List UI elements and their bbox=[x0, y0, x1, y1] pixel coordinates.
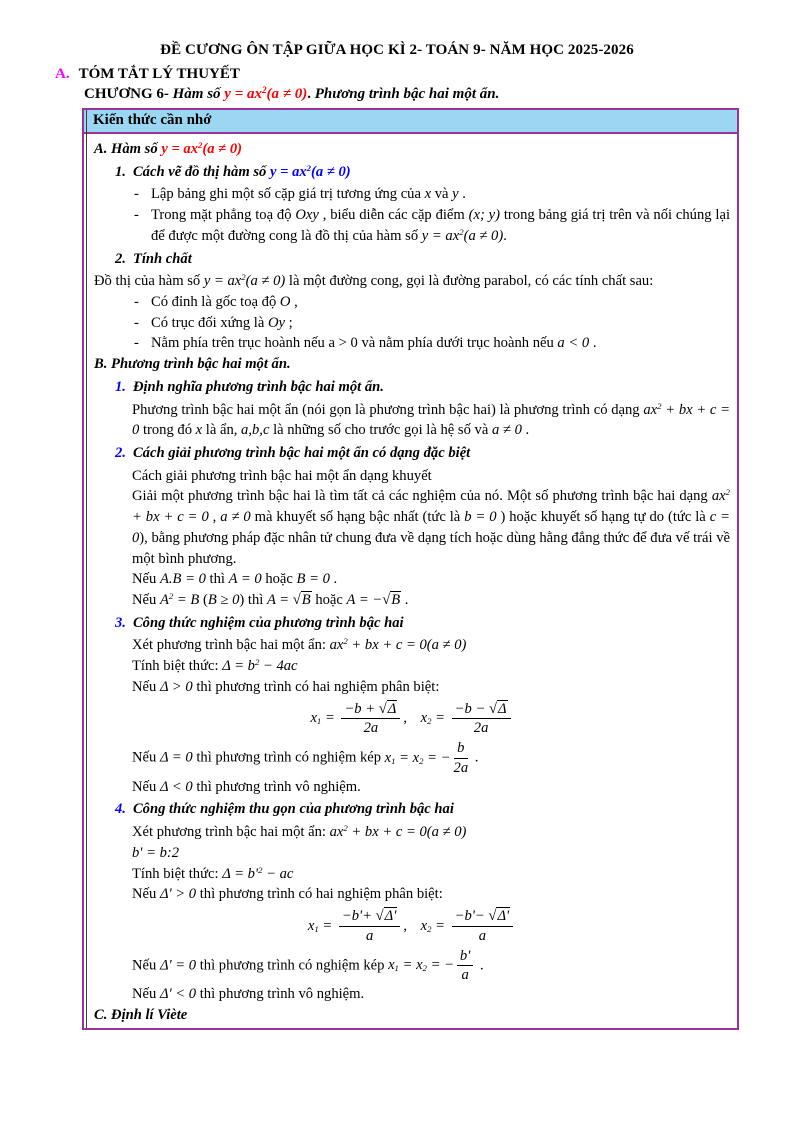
text-run: là những số cho trước gọi là hệ số và bbox=[269, 422, 492, 439]
denominator: 2a bbox=[473, 720, 489, 737]
math-run: (x; y) bbox=[468, 207, 501, 224]
math-run bbox=[310, 710, 338, 726]
math-run: x bbox=[307, 917, 315, 934]
text-run: ; bbox=[284, 314, 293, 331]
knowledge-box-header bbox=[84, 110, 737, 134]
text-run: là ẩn, bbox=[202, 422, 242, 439]
para-cach-giai-khuyet: Cách giải phương trình bậc hai một ẩn dạng khuyết bbox=[132, 467, 432, 484]
math-run: (a ≠ 0) bbox=[426, 637, 467, 654]
math-run: (a ≠ 0) bbox=[311, 163, 351, 180]
para-nghiem-kep-4 bbox=[94, 948, 730, 985]
text-run: Định nghĩa phương trình bậc hai một ẩn. bbox=[132, 378, 384, 395]
item-number: 1. bbox=[115, 378, 126, 395]
math-run: x bbox=[420, 917, 428, 934]
text-run bbox=[151, 313, 730, 334]
text-run: Nếu bbox=[132, 957, 160, 974]
math-run: − ac bbox=[262, 865, 294, 882]
para-vo-nghiem-3 bbox=[94, 777, 730, 798]
text-run: Nếu bbox=[132, 778, 160, 795]
text-run: . bbox=[329, 571, 338, 588]
math-run: −b'+ bbox=[341, 908, 376, 925]
math-run: + bx + c = 0 bbox=[132, 401, 730, 439]
para-vo-nghiem-4 bbox=[94, 984, 730, 1005]
para-b-phay bbox=[94, 843, 730, 864]
text-run: Cách vẽ đồ thị hàm số bbox=[132, 163, 270, 180]
bullet-nam-phia bbox=[94, 333, 730, 354]
fraction bbox=[339, 908, 400, 945]
section-a-heading bbox=[55, 66, 794, 83]
para-neu-a2 bbox=[94, 590, 730, 611]
math-run: Δ = 0 bbox=[159, 749, 193, 766]
text-run: . bbox=[589, 335, 597, 352]
formula-axbxc bbox=[330, 637, 467, 653]
text-run: Nếu bbox=[132, 986, 160, 1003]
item-number: 2. bbox=[115, 250, 126, 267]
numerator bbox=[339, 908, 400, 927]
superscript: 2 bbox=[262, 85, 267, 95]
radicand: Δ bbox=[497, 700, 507, 717]
bullet-mat-phang bbox=[94, 205, 730, 246]
math-run: A.B = 0 bbox=[159, 571, 206, 588]
math-run: Δ > 0 bbox=[159, 678, 193, 695]
text-run: ( bbox=[199, 592, 208, 609]
math-run: −b + bbox=[344, 700, 379, 717]
text-run: thì phương trình vô nghiệm. bbox=[196, 986, 365, 1003]
radical-sign: √ bbox=[378, 700, 387, 717]
math-run: y = ax bbox=[421, 227, 460, 244]
para-delta-duong-3 bbox=[94, 677, 730, 698]
superscript: 2 bbox=[168, 591, 174, 602]
math-run: x bbox=[384, 749, 392, 766]
text-run: thì phương trình vô nghiệm. bbox=[192, 778, 361, 795]
math-run: ax bbox=[329, 824, 344, 841]
math-run: A = 0 bbox=[228, 571, 262, 588]
para-do-thi bbox=[94, 271, 730, 292]
math-run: Δ = b' bbox=[222, 865, 259, 882]
text-run: thì phương trình có nghiệm kép bbox=[196, 957, 389, 974]
text-run: ) thì bbox=[239, 592, 267, 609]
bullet-dash: - bbox=[134, 207, 139, 224]
sqrt-radical bbox=[382, 591, 401, 608]
item-number: 2. bbox=[115, 445, 126, 461]
section-a-label: TÓM TẮT LÝ THUYẾT bbox=[78, 66, 240, 82]
text-run: , bbox=[290, 293, 298, 310]
text-run: Nếu bbox=[132, 571, 160, 588]
text-run: trong đó bbox=[139, 422, 196, 439]
math-run: = − bbox=[426, 957, 454, 974]
fraction bbox=[452, 701, 511, 738]
item-1-cach-ve bbox=[94, 162, 730, 183]
bullet-lap-bang bbox=[94, 184, 730, 205]
para-delta-duong-4 bbox=[94, 884, 730, 905]
sqrt-radical bbox=[293, 591, 312, 608]
text-run: Xét phương trình bậc hai một ẩn: bbox=[132, 824, 330, 841]
radicand: B bbox=[391, 592, 401, 609]
math-run: a ≠ 0 bbox=[491, 422, 522, 439]
para-giai-mot-pt bbox=[94, 486, 730, 569]
subscript: 2 bbox=[427, 923, 432, 934]
math-run: (a ≠ 0) bbox=[202, 140, 242, 157]
item-1-dinh-nghia bbox=[94, 377, 730, 398]
superscript: 2 bbox=[258, 864, 263, 875]
para-xet-pt-4 bbox=[94, 822, 730, 843]
math-run bbox=[160, 592, 199, 608]
math-run bbox=[421, 710, 449, 726]
radicand: Δ' bbox=[384, 908, 397, 925]
text-run: trong bảng giá trị trên và nối chúng lại để được một đường cong là đồ thị của hàm số bbox=[151, 207, 731, 244]
chapter-heading bbox=[84, 85, 794, 103]
text-run: Hàm số bbox=[172, 85, 225, 102]
math-run: = bbox=[321, 710, 339, 727]
bullet-dinh bbox=[94, 292, 730, 313]
subscript: 2 bbox=[422, 963, 427, 974]
text-run: , bbox=[403, 917, 411, 934]
math-run: −b'− bbox=[454, 908, 489, 925]
item-number: 3. bbox=[115, 614, 126, 631]
math-run bbox=[421, 918, 449, 934]
math-run: Δ' = 0 bbox=[159, 957, 197, 974]
bullet-dash: - bbox=[134, 335, 139, 352]
fraction bbox=[457, 948, 473, 985]
text-run: . bbox=[401, 592, 409, 609]
math-run: (a ≠ 0) bbox=[266, 85, 308, 102]
math-run: = bbox=[431, 917, 449, 934]
math-run: = bbox=[431, 710, 449, 727]
text-run: A. Hàm số bbox=[94, 140, 162, 157]
denominator: a bbox=[478, 927, 487, 944]
text-run: . bbox=[307, 85, 315, 102]
text-run bbox=[151, 333, 730, 354]
fraction bbox=[452, 908, 513, 945]
math-run bbox=[388, 957, 454, 973]
math-run: Δ = b bbox=[222, 658, 255, 675]
formula-yax2 bbox=[224, 86, 307, 102]
math-run: = x bbox=[395, 749, 420, 766]
text-run: Có trục đối xứng là bbox=[151, 314, 268, 331]
text-run: Công thức nghiệm của phương trình bậc hai bbox=[132, 614, 404, 631]
text-run: thì phương trình có nghiệm kép bbox=[192, 749, 385, 766]
formula-yax2 bbox=[270, 164, 351, 180]
heading-b-phuong-trinh: B. Phương trình bậc hai một ẩn. bbox=[94, 356, 291, 373]
item-4-cong-thuc-thu-gon bbox=[94, 799, 730, 820]
text-run: Nằm phía trên trục hoành nếu a > 0 và nằm phía dưới trục hoành nếu bbox=[151, 335, 558, 352]
text-run: . bbox=[471, 749, 479, 766]
text-run: Phương trình bậc hai một ẩn. bbox=[314, 85, 500, 102]
text-run: thì phương trình có hai nghiệm phân biệt: bbox=[196, 886, 443, 903]
radicand: Δ' bbox=[497, 908, 510, 925]
text-run bbox=[151, 205, 730, 246]
text-run: Có đỉnh là gốc toạ độ bbox=[151, 293, 280, 310]
math-run: Δ < 0 bbox=[159, 778, 193, 795]
heading-ham-so bbox=[94, 139, 730, 160]
text-run bbox=[151, 292, 730, 313]
text-run: CHƯƠNG 6- bbox=[84, 85, 173, 102]
math-run: − 4ac bbox=[259, 658, 298, 675]
item-2-tinh-chat bbox=[94, 249, 730, 270]
text-run: Nếu bbox=[132, 886, 160, 903]
para-dinh-nghia bbox=[94, 400, 730, 441]
text-run: . bbox=[521, 422, 530, 439]
text-run: . bbox=[503, 227, 507, 244]
formula-yax2 bbox=[422, 228, 503, 244]
formula-nghiem-3 bbox=[94, 698, 730, 741]
superscript: 2 bbox=[241, 272, 246, 283]
numerator bbox=[341, 701, 400, 720]
superscript: 2 bbox=[198, 140, 203, 151]
text-run: Nếu bbox=[132, 749, 160, 766]
numerator: b' bbox=[457, 948, 473, 967]
text-run: , biểu diễn các cặp điểm bbox=[318, 207, 469, 224]
math-run: O bbox=[279, 293, 291, 310]
math-run: (a ≠ 0) bbox=[463, 227, 504, 244]
radical-sign: √ bbox=[382, 592, 391, 609]
box-header-label: Kiến thức cần nhớ bbox=[93, 111, 212, 128]
math-run: −b − bbox=[454, 700, 489, 717]
math-run: a,b,c bbox=[241, 422, 270, 439]
text-run: . bbox=[458, 186, 466, 203]
superscript: 2 bbox=[657, 400, 662, 411]
radical-sign: √ bbox=[488, 700, 497, 717]
math-run: = B bbox=[173, 592, 200, 609]
math-run: y = ax bbox=[203, 273, 242, 290]
subscript: 1 bbox=[314, 923, 319, 934]
text-run: Cách giải phương trình bậc hai một ẩn có dạng đặc biệt bbox=[132, 445, 471, 461]
math-run: y bbox=[452, 186, 459, 203]
formula-nghiem-4 bbox=[94, 905, 730, 948]
sqrt-radical bbox=[379, 700, 398, 717]
math-run: a < 0 bbox=[557, 335, 590, 352]
math-run: x bbox=[195, 422, 203, 439]
radical-sign: √ bbox=[292, 592, 301, 609]
text-run: , bbox=[403, 710, 411, 727]
section-a-marker: A. bbox=[55, 66, 70, 82]
sqrt-radical bbox=[376, 907, 398, 924]
math-run: y = ax bbox=[161, 140, 198, 157]
heading-c-viete: C. Định lí Viète bbox=[94, 1006, 188, 1023]
math-run bbox=[385, 750, 451, 766]
denominator: a bbox=[365, 927, 374, 944]
text-run: mà khuyết số hạng bậc nhất (tức là bbox=[250, 509, 465, 526]
para-neu-ab bbox=[94, 569, 730, 590]
math-run: + bx + c = 0 bbox=[132, 509, 209, 526]
denominator: 2a bbox=[453, 759, 469, 776]
radical-sign: √ bbox=[375, 908, 384, 925]
text-run: Nếu bbox=[132, 678, 160, 695]
math-run: x bbox=[420, 710, 428, 727]
text-run: Trong mặt phẳng toạ độ bbox=[151, 207, 296, 224]
math-run: A = − bbox=[346, 592, 383, 609]
math-run: + bx + c = 0 bbox=[347, 824, 427, 841]
subscript: 1 bbox=[316, 716, 322, 727]
math-run: Oxy bbox=[295, 207, 319, 224]
text-run: thì bbox=[205, 571, 229, 588]
math-run: c = 0 bbox=[132, 509, 730, 546]
superscript: 2 bbox=[459, 227, 464, 237]
knowledge-box-body bbox=[84, 134, 737, 1028]
text-run: thì phương trình có hai nghiệm phân biệt: bbox=[192, 678, 440, 695]
fraction bbox=[341, 701, 400, 738]
fraction bbox=[454, 740, 469, 777]
math-run: x bbox=[424, 186, 432, 203]
math-run: b = 0 bbox=[464, 509, 497, 526]
math-run: b' = b:2 bbox=[132, 844, 180, 861]
math-run: + bx + c = 0 bbox=[347, 637, 427, 654]
item-3-cong-thuc bbox=[94, 613, 730, 634]
para-biet-thuc-3 bbox=[94, 656, 730, 677]
superscript: 2 bbox=[343, 823, 348, 834]
superscript: 2 bbox=[254, 657, 260, 668]
text-run: Xét phương trình bậc hai một ẩn: bbox=[132, 637, 330, 654]
knowledge-box bbox=[82, 108, 739, 1030]
para-biet-thuc-4 bbox=[94, 864, 730, 885]
text-run: và bbox=[431, 186, 453, 203]
radical-sign: √ bbox=[488, 908, 497, 925]
numerator: b bbox=[454, 740, 469, 759]
bullet-dash: - bbox=[134, 314, 139, 331]
math-run bbox=[267, 591, 312, 608]
math-run: A = bbox=[266, 592, 293, 609]
formula-yax2 bbox=[204, 273, 285, 289]
para-nghiem-kep-3 bbox=[94, 740, 730, 777]
math-run: x bbox=[388, 957, 395, 974]
bullet-truc-doi-xung bbox=[94, 313, 730, 334]
math-run bbox=[222, 866, 293, 882]
math-run: B = 0 bbox=[296, 571, 330, 588]
sqrt-radical bbox=[488, 907, 510, 924]
text-run: Phương trình bậc hai một ẩn (nói gọn là phương trình bậc hai) là phương trình có dạng bbox=[132, 401, 644, 418]
math-run: = bbox=[318, 917, 336, 934]
math-run bbox=[347, 591, 402, 608]
denominator: a bbox=[461, 967, 469, 984]
numerator bbox=[452, 701, 511, 720]
numerator bbox=[452, 908, 513, 927]
text-run: , bbox=[208, 509, 221, 526]
math-run: (a ≠ 0) bbox=[426, 824, 467, 841]
text-run: Giải một phương trình bậc hai là tìm tất cả các nghiệm của nó. Một số phương trình bậc hai dạng bbox=[132, 488, 712, 505]
formula-yax2 bbox=[161, 141, 242, 157]
radicand: B bbox=[301, 592, 311, 609]
subscript: 1 bbox=[391, 756, 396, 766]
text-run: hoặc bbox=[261, 571, 297, 588]
item-number: 4. bbox=[115, 801, 126, 818]
subscript: 1 bbox=[394, 963, 399, 974]
math-run: y = ax bbox=[224, 85, 263, 102]
text-run: là một đường cong, gọi là đường parabol, có các tính chất sau: bbox=[285, 273, 654, 290]
page-title: ĐỀ CƯƠNG ÔN TẬP GIỮA HỌC KÌ 2- TOÁN 9- NĂM HỌC 2025-2026 bbox=[160, 42, 634, 58]
bullet-dash: - bbox=[134, 186, 139, 203]
sqrt-radical bbox=[489, 700, 508, 717]
text-run: Đồ thị của hàm số bbox=[94, 273, 204, 290]
denominator: 2a bbox=[363, 720, 379, 737]
math-run bbox=[308, 918, 336, 934]
text-run bbox=[151, 184, 730, 205]
item-number: 1. bbox=[115, 163, 126, 180]
math-run: A bbox=[159, 592, 169, 609]
subscript: 2 bbox=[427, 716, 432, 727]
text-run: ), bằng phương pháp đặc nhân tử chung đưa về dạng tích hoặc dùng hằng đẳng thức để đưa vế trái về một bình phương. bbox=[132, 529, 730, 567]
superscript: 2 bbox=[343, 636, 348, 647]
text-run: Lập bảng ghi một số cặp giá trị tương ứng của bbox=[151, 186, 425, 203]
bullet-dash: - bbox=[134, 293, 139, 310]
text-run: Tính chất bbox=[132, 250, 192, 267]
math-run: (a ≠ 0) bbox=[245, 273, 286, 290]
math-run: Oy bbox=[267, 314, 285, 331]
math-run: = − bbox=[423, 749, 451, 766]
para-xet-pt-3 bbox=[94, 635, 730, 656]
subscript: 2 bbox=[419, 756, 424, 766]
math-run: ax bbox=[329, 637, 344, 654]
text-run: . bbox=[476, 957, 484, 974]
text-run: hoặc bbox=[311, 592, 347, 609]
formula-axbxc bbox=[330, 824, 467, 840]
text-run: Tính biệt thức: bbox=[132, 865, 223, 882]
item-2-cach-giai bbox=[94, 443, 730, 464]
math-run: ax bbox=[643, 401, 658, 418]
math-run: y = ax bbox=[269, 163, 307, 180]
text-run: Nếu bbox=[132, 592, 160, 609]
math-run: a ≠ 0 bbox=[220, 509, 251, 526]
math-run: Δ' > 0 bbox=[159, 886, 197, 903]
math-run: B ≥ 0 bbox=[207, 592, 240, 609]
math-run bbox=[222, 658, 297, 674]
superscript: 2 bbox=[725, 487, 730, 498]
text-run: Công thức nghiệm thu gọn của phương trình bậc hai bbox=[132, 801, 454, 818]
math-run: Δ' < 0 bbox=[159, 986, 197, 1003]
math-run: x bbox=[310, 710, 317, 727]
text-run: Tính biệt thức: bbox=[132, 658, 223, 675]
superscript: 2 bbox=[306, 162, 312, 173]
text-run: ) hoặc khuyết số hạng tự do (tức là bbox=[496, 509, 710, 526]
math-run: ax bbox=[711, 488, 726, 505]
math-run: = x bbox=[398, 957, 423, 974]
radicand: Δ bbox=[387, 700, 397, 717]
